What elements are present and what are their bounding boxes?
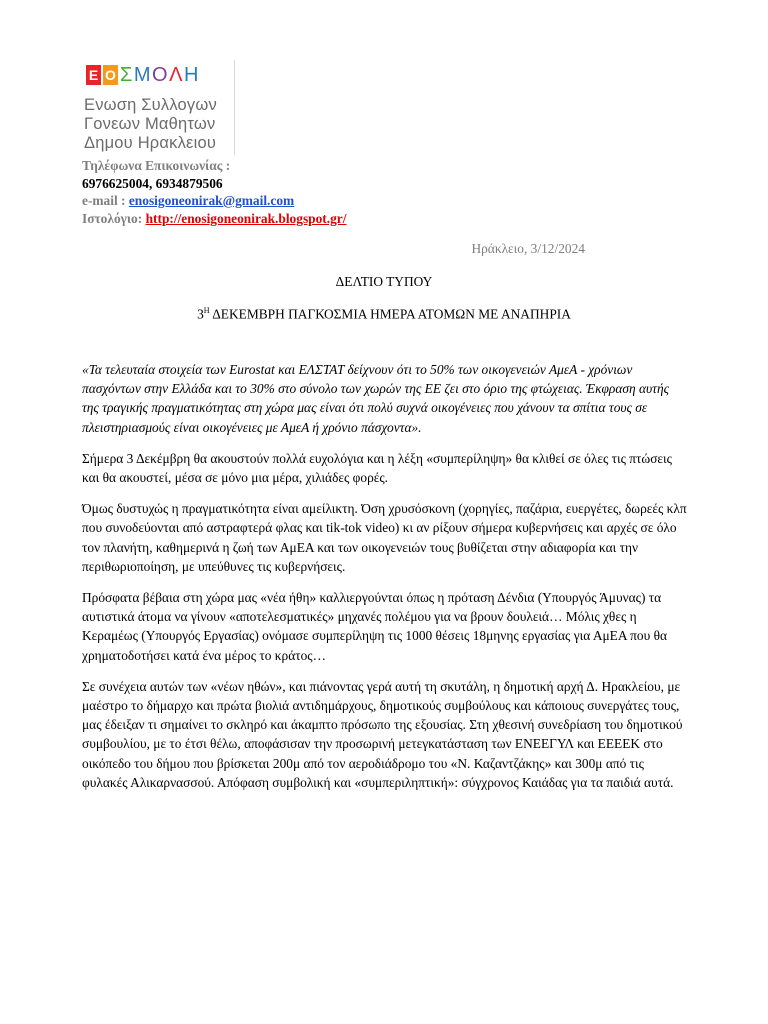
document-date: Ηράκλειο, 3/12/2024: [471, 241, 585, 256]
logo-letter-6: Λ: [169, 64, 182, 86]
logo-letter-7: Η: [183, 64, 198, 86]
organization-name-line3: Δημου Ηρακλειου: [84, 134, 217, 152]
subtitle-text: ΔΕΚΕΜΒΡΗ ΠΑΓΚΟΣΜΙΑ ΗΜΕΡΑ ΑΤΟΜΩΝ ΜΕ ΑΝΑΠΗΡΙΑ: [212, 306, 571, 322]
email-label: e-mail :: [82, 193, 126, 208]
blog-link[interactable]: http://enosigoneonirak.blogspot.gr/: [145, 210, 347, 226]
blog-label: Ιστολόγιο:: [82, 210, 143, 226]
paragraph-quote: «Τα τελευταία στοιχεία των Eurostat και ΕΛΣΤΑΤ δείχνουν ότι το 50% των οικογενειών ΑμεΑ - χρόνιων πασχόντων στην Ελλάδα και το 30% στο σύνολο των χωρών της ΕΕ ζει στο όριο της φτώχειας. Έκφραση αυτής της τραγικής πραγματικότητας στη χώρα μας είναι ότι πολύ συχνά οικογένειες που χάνουν τα σπίτια τους σε πλειστηριασμούς είναι οικογένειες με ΑμεΑ ή χρόνιο πάσχοντα».: [82, 362, 670, 435]
logo-letter-1: Ε: [86, 65, 101, 85]
paragraph: Σήμερα 3 Δεκέμβρη θα ακουστούν πολλά ευχολόγια και η λέξη «συμπερίληψη» θα κλιθεί σε όλες τις πτώσεις και θα ακουστεί, μέσα σε μόνο μια μέρα, χιλιάδες φορές.: [82, 450, 672, 486]
paragraph: Όμως δυστυχώς η πραγματικότητα είναι αμείλικτη. Όση χρυσόσκονη (χορηγίες, παζάρια, ευεργέτες, δωρεές κλπ που συνοδεύονται από αστραφτερά φλας και tik-tok video) κι αν ρίξουν σήμερα κυβερνήσεις και αρχές σε όλο τον πλανήτη, καθημερινά η ζωή των ΑμΕΑ και των οικογενειών τους βυθίζεται στην αδιαφορία και την περιθωριοποίηση, με υπεύθυνες τις κυβερνήσεις.: [82, 501, 687, 574]
organization-name-line1: Ενωση Συλλογων: [84, 96, 217, 114]
contact-block: [82, 157, 346, 227]
document-title: ΔΕΛΤΙΟ ΤΥΠΟΥ: [335, 274, 433, 289]
logo-letter-4: Μ: [133, 64, 151, 86]
document-subtitle: [0, 306, 768, 322]
subtitle-superscript: Η: [203, 306, 210, 315]
paragraph: Πρόσφατα βέβαια στη χώρα μας «νέα ήθη» καλλιεργούνται όπως η πρόταση Δένδια (Υπουργός Άμυνας) τα αυτιστικά άτομα να γίνουν «αποτελεσματικές» μηχανές πολέμου για να βρουν δουλειά… Μόλις χθες η Κεραμέως (Υπουργός Εργασίας) ονόμασε συμπερίληψη τις 1000 θέσεις 18μηνης εργασίας για ΑμΕΑ που θα χρηματοδοτήσει κατά ένα μέρος το κράτος…: [82, 590, 668, 663]
phone-numbers: 6976625004, 6934879506: [82, 175, 223, 191]
logo-mark: [86, 64, 198, 86]
logo-letter-2: Ο: [103, 65, 118, 85]
paragraph: Σε συνέχεια αυτών των «νέων ηθών», και πιάνοντας γερά αυτή τη σκυτάλη, η δημοτική αρχή Δ. Ηρακλείου, με μαέστρο το δήμαρχο και πρώτα βιολιά αντιδημάρχους, δημοτικούς συμβούλους και κάποιους συνεργάτες τους, μας έδειξαν τι σημαίνει το σκληρό και άκαμπτο πρόσωπο της εξουσίας. Στη χθεσινή συνεδρίαση του δημοτικού συμβουλίου, με το έτσι θέλω, αποφάσισαν την προσωρινή μετεγκατάσταση των ΕΝΕΕΓΥΛ και ΕΕΕΕΚ στο οικόπεδο του δήμου που βρίσκεται 200μ από τον αεροδιάδρομο του «Ν. Καζαντζάκης» και 300μ από τις φυλακές Αλικαρνασσού. Απόφαση συμβολική και «συμπεριληπτική»: σύγχρονος Καιάδας για τα παιδιά αυτά.: [82, 678, 683, 790]
email-link[interactable]: enosigoneonirak@gmail.com: [128, 193, 295, 208]
logo-divider: [234, 60, 235, 155]
organization-name: [84, 96, 244, 153]
organization-logo: [82, 60, 237, 155]
logo-letter-3: Σ: [120, 64, 132, 86]
subtitle-number: 3: [197, 306, 204, 322]
document-body: [82, 360, 687, 804]
logo-letter-5: Ο: [152, 64, 168, 86]
phones-label: Τηλέφωνα Επικοινωνίας :: [82, 158, 231, 173]
organization-name-line2: Γονεων Μαθητων: [84, 115, 216, 133]
